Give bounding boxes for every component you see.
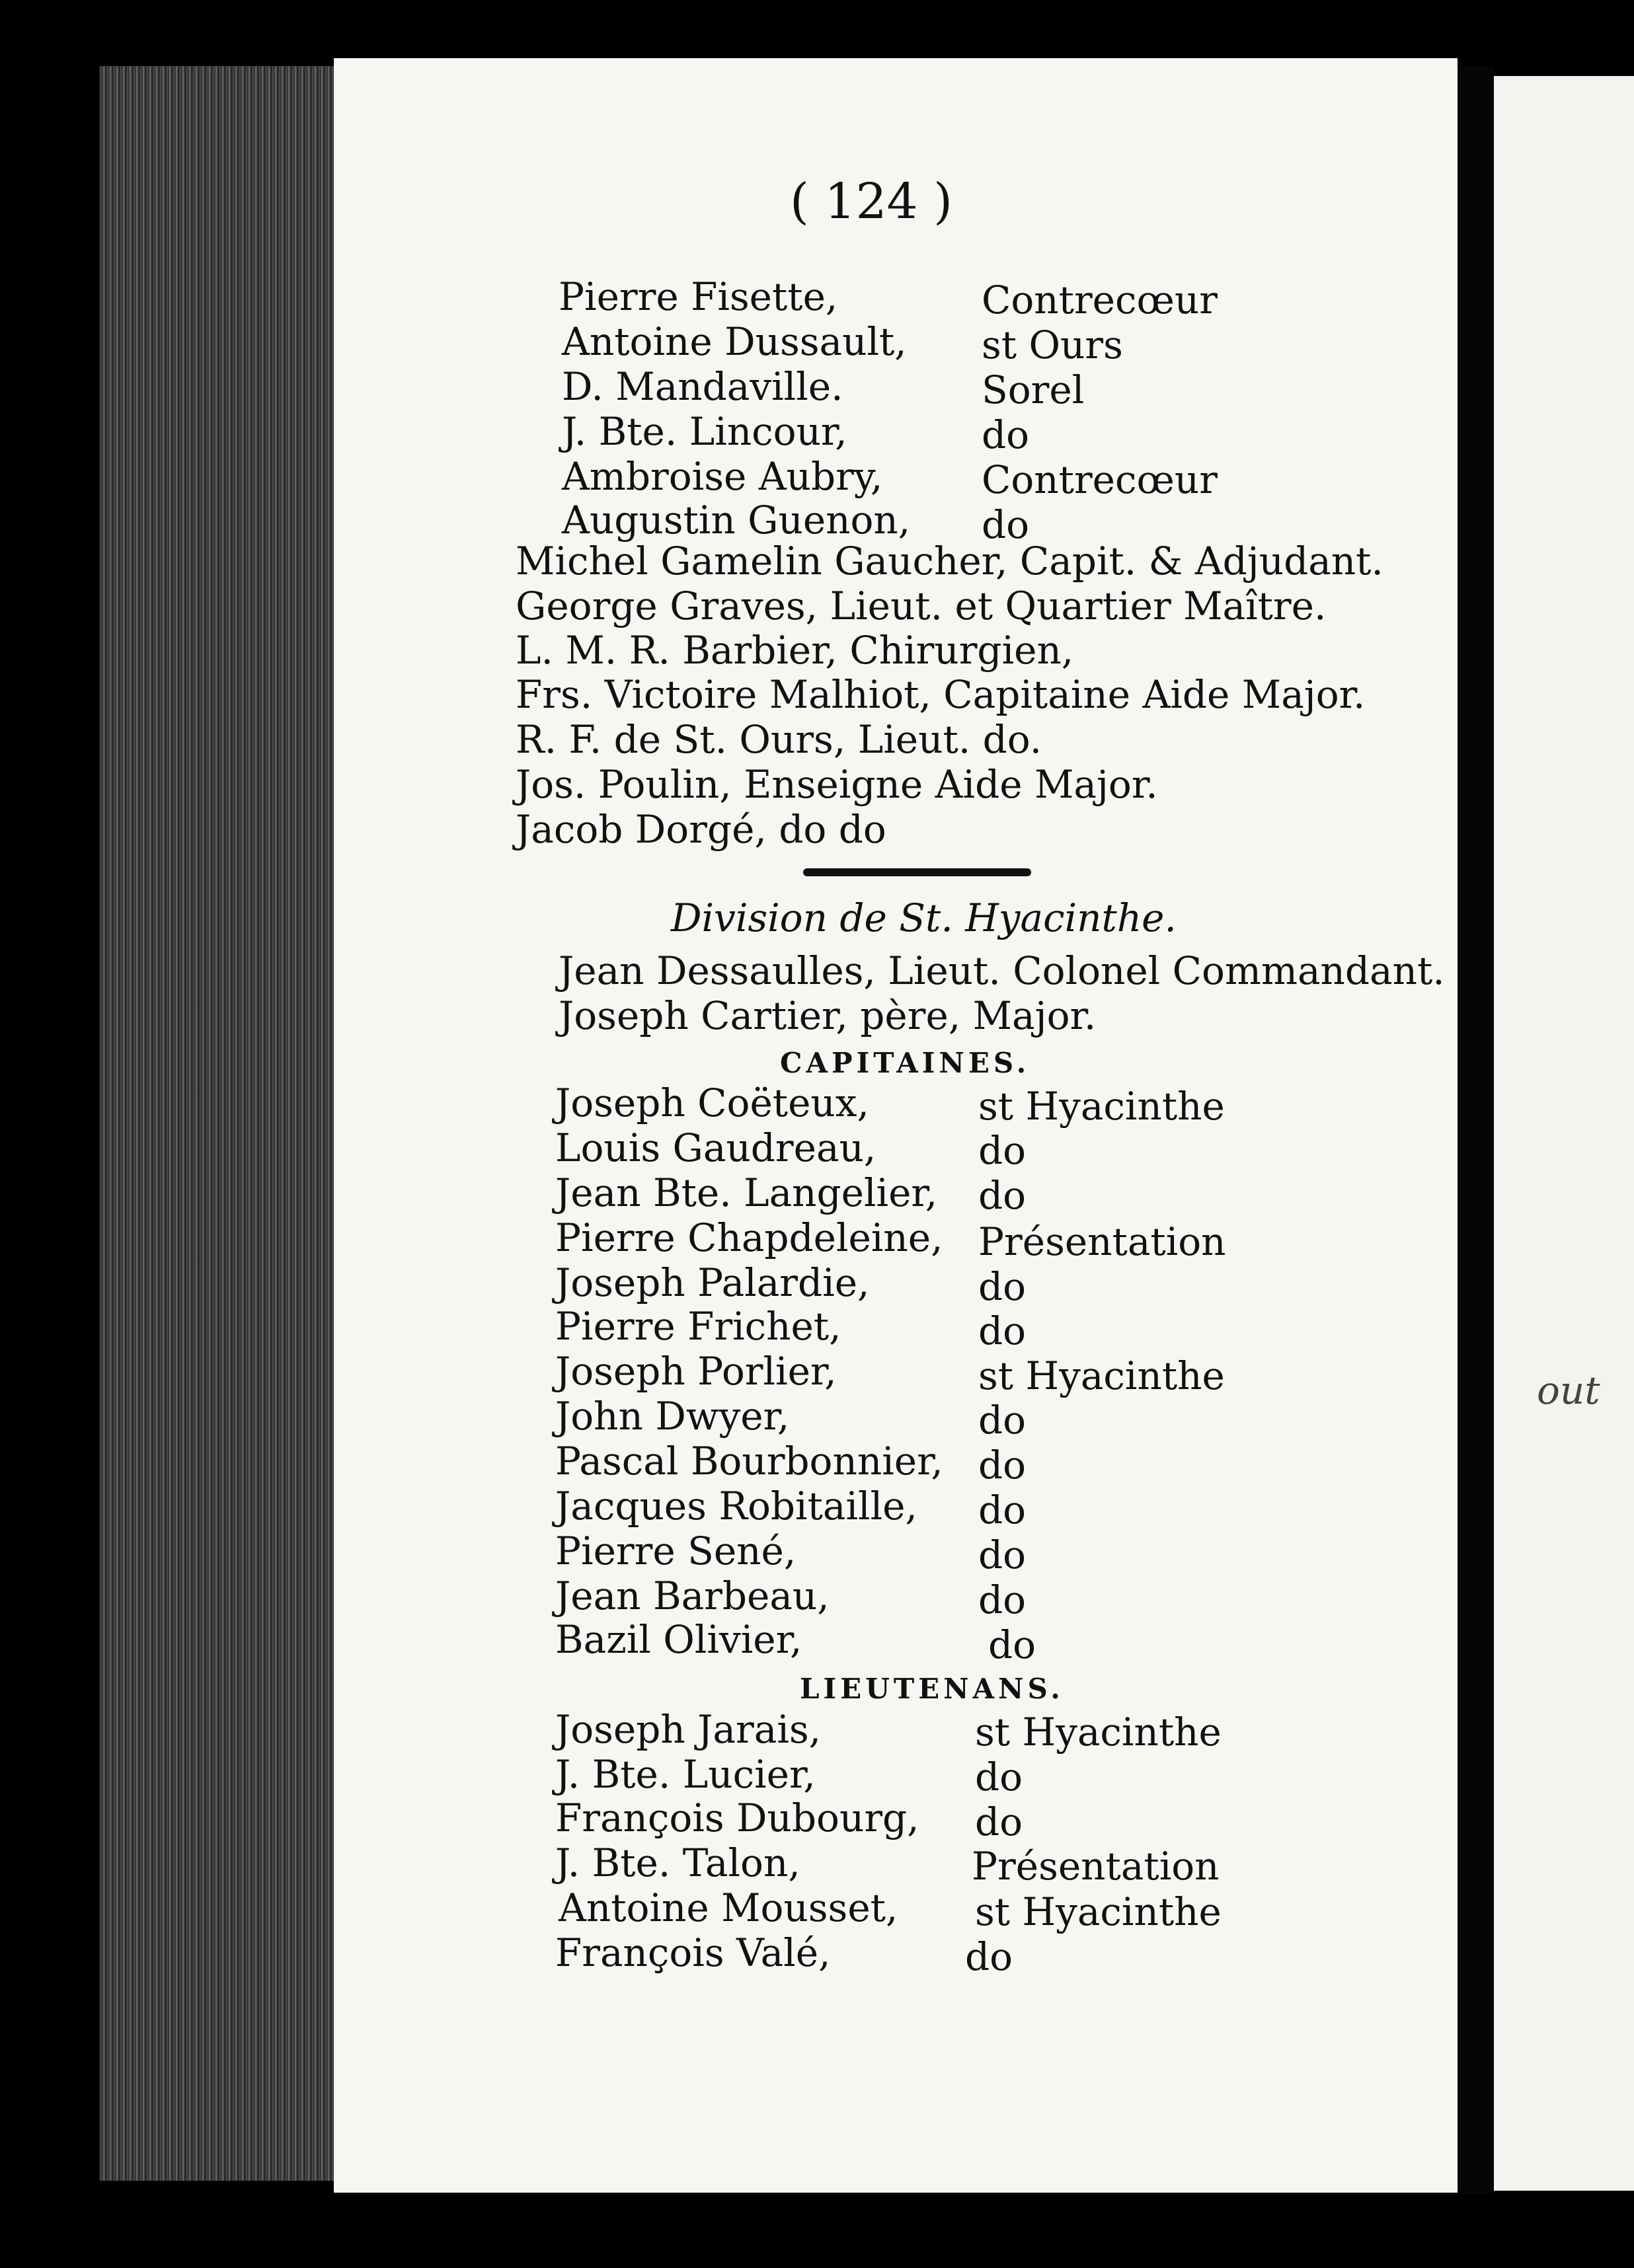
division-title: Division de St. Hyacinthe. [671,895,1177,940]
lieutenant-name: Antoine Mousset, [559,1885,898,1930]
facing-page [1494,76,1634,2191]
lieutenant-name: J. Bte. Lucier, [555,1752,816,1797]
division-officer: Joseph Cartier, père, Major. [559,993,1097,1038]
capitaine-name: Jean Barbeau, [555,1573,830,1618]
staff-line: L. M. R. Barbier, Chirurgien, [516,628,1074,673]
capitaine-place: do [978,1308,1027,1353]
capitaine-place: do [978,1577,1027,1622]
lieutenant-place: st Hyacinthe [975,1710,1222,1755]
staff-line: Jacob Dorgé, do do [516,807,886,852]
staff-line: Jos. Poulin, Enseigne Aide Major. [516,762,1158,807]
capitaine-place: do [978,1488,1027,1532]
capitaine-place: do [978,1443,1027,1488]
capitaine-place: do [988,1622,1036,1667]
roster-place: do [982,412,1030,457]
capitaine-place: do [978,1264,1027,1309]
capitaine-place: do [978,1532,1027,1577]
capitaine-place: do [978,1398,1027,1443]
margin-note: out [1537,1368,1600,1413]
roster-name: D. Mandaville. [562,364,843,409]
roster-name: Augustin Guenon, [562,498,911,543]
capitaine-name: Joseph Coëteux, [555,1080,869,1125]
capitaine-name: John Dwyer, [555,1394,790,1439]
capitaine-name: Bazil Olivier, [555,1617,802,1662]
roster-place: Contrecœur [982,457,1218,502]
staff-line: R. F. de St. Ours, Lieut. do. [516,717,1042,762]
capitaine-place: st Hyacinthe [978,1084,1225,1129]
staff-line: Michel Gamelin Gaucher, Capit. & Adjudant. [516,539,1383,584]
capitaine-name: Pierre Chapdeleine, [555,1215,943,1260]
division-officer: Jean Dessaulles, Lieut. Colonel Commandant. [559,948,1445,993]
capitaine-name: Jacques Robitaille, [555,1484,917,1529]
book-page [334,58,1458,2193]
capitaine-place: st Hyacinthe [978,1353,1225,1398]
roster-name: Ambroise Aubry, [562,454,883,499]
capitaine-place: Présentation [978,1219,1226,1264]
capitaine-place: do [978,1173,1027,1218]
capitaine-name: Joseph Porlier, [555,1349,837,1394]
lieutenant-name: François Valé, [555,1930,831,1975]
roster-place: do [982,502,1030,547]
lieutenant-place: do [975,1799,1023,1844]
roster-name: Antoine Dussault, [562,319,907,364]
roster-name: Pierre Fisette, [559,274,838,319]
lieutenant-place: do [965,1934,1013,1979]
capitaine-name: Pierre Frichet, [555,1304,841,1349]
lieutenant-place: st Hyacinthe [975,1889,1222,1934]
lieutenans-heading: LIEUTENANS. [800,1673,1064,1705]
book-gutter [1458,66,1494,2194]
capitaine-place: do [978,1128,1027,1173]
lieutenant-name: Joseph Jarais, [555,1707,822,1752]
staff-line: Frs. Victoire Malhiot, Capitaine Aide Major. [516,672,1366,717]
capitaine-name: Pascal Bourbonnier, [555,1439,943,1484]
roster-place: Sorel [982,367,1085,412]
capitaine-name: Pierre Sené, [555,1529,797,1573]
capitaine-name: Louis Gaudreau, [555,1125,876,1170]
lieutenant-name: François Dubourg, [555,1796,919,1840]
page-number: ( 124 ) [790,173,953,230]
lieutenant-place: Présentation [972,1844,1220,1889]
roster-place: Contrecœur [982,278,1218,322]
capitaines-heading: CAPITAINES. [780,1047,1031,1079]
staff-line: George Graves, Lieut. et Quartier Maître. [516,584,1327,628]
capitaine-name: Jean Bte. Langelier, [555,1170,938,1215]
capitaine-name: Joseph Palardie, [555,1260,870,1305]
roster-name: J. Bte. Lincour, [562,409,847,454]
lieutenant-place: do [975,1755,1023,1799]
book-page-edges [99,66,350,2181]
section-rule [803,868,1031,876]
roster-place: st Ours [982,322,1123,367]
lieutenant-name: J. Bte. Talon, [555,1840,800,1885]
